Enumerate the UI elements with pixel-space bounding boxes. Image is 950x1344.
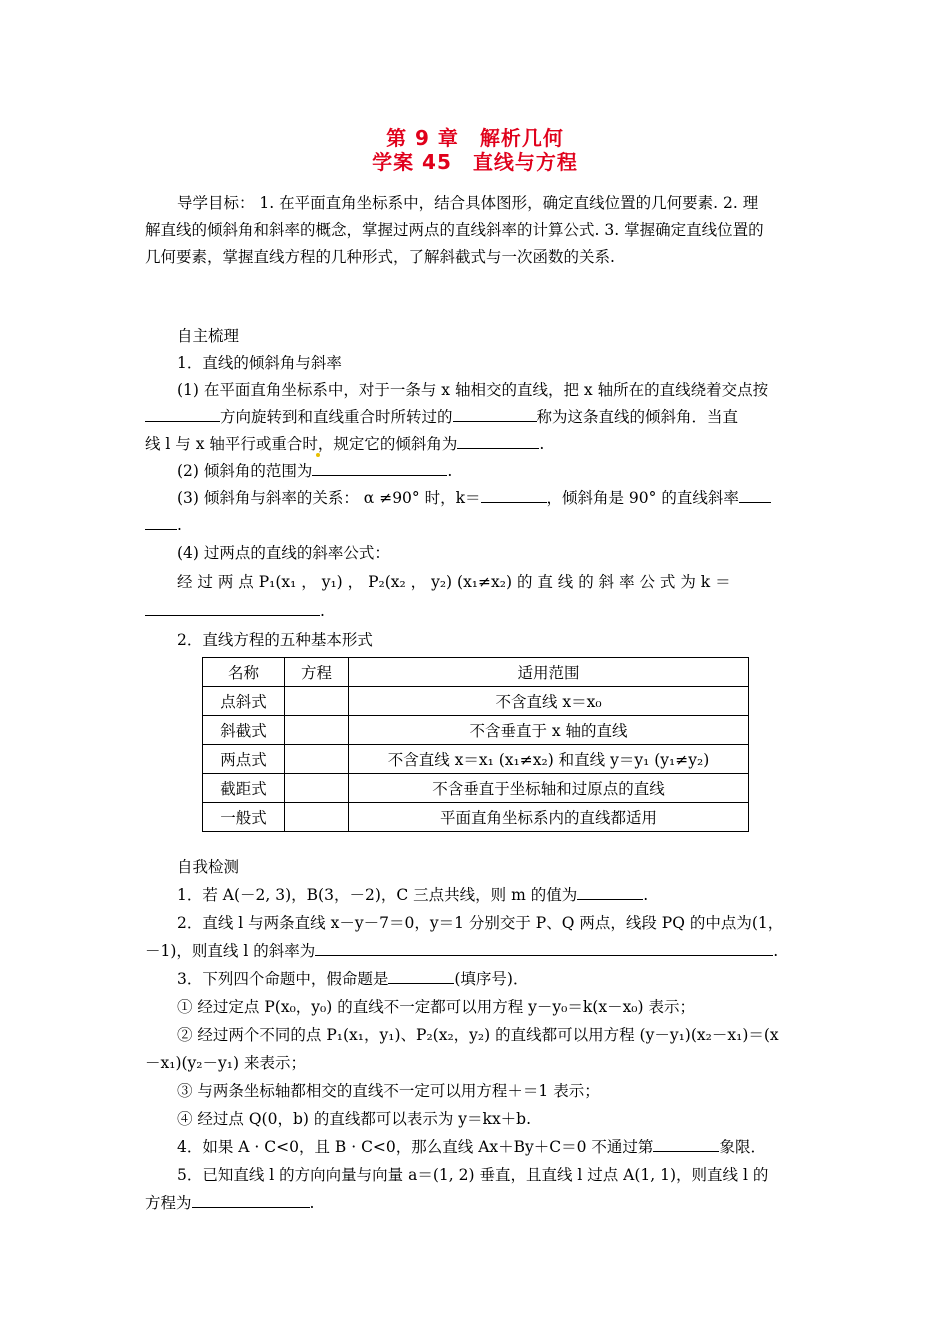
range-cell: 平面直角坐标系内的直线都适用 — [349, 803, 749, 832]
question-4 — [177, 1137, 766, 1157]
form-name: 点斜式 — [203, 687, 285, 716]
chapter-title: 第 9 章 解析几何 — [386, 126, 564, 150]
text: . — [643, 886, 649, 904]
statement-1: ① 经过定点 P(x₀，y₀) 的直线不一定都可以用方程 y－y₀＝k(x－x₀) 表示； — [177, 998, 695, 1016]
statement-4: ④ 经过点 Q(0，b) 的直线都可以表示为 y＝kx＋b. — [177, 1110, 532, 1128]
answer-blank[interactable] — [481, 488, 547, 503]
subsection-heading: 2．直线方程的五种基本形式 — [177, 631, 373, 649]
table-row — [203, 774, 749, 803]
question-2-line-2 — [145, 941, 778, 961]
text: 1．若 A(－2, 3)，B(3，－2)，C 三点共线，则 m 的值为 — [177, 886, 578, 904]
equation-cell[interactable] — [285, 745, 349, 774]
text: (3) 倾斜角与斜率的关系： α ≠90° 时，k＝ — [177, 489, 481, 507]
text: 方向旋转到和直线重合时所转过的 — [220, 408, 453, 426]
answer-blank[interactable] — [145, 601, 320, 616]
table-row — [203, 803, 749, 832]
intro-line-3: 几何要素，掌握直线方程的几种形式，了解斜截式与一次函数的关系. — [145, 248, 615, 266]
text: ，倾斜角是 90° 的直线斜率 — [546, 489, 739, 507]
question-3 — [177, 969, 528, 989]
text: . — [539, 435, 545, 453]
table-header-row — [203, 658, 749, 687]
question-1 — [177, 885, 648, 905]
item-1-line-1: (1) 在平面直角坐标系中，对于一条与 x 轴相交的直线，把 x 轴所在的直线绕着交点按 — [177, 381, 769, 399]
item-1-line-3 — [145, 434, 544, 454]
text: －1)，则直线 l 的斜率为 — [145, 942, 316, 960]
range-cell: 不含直线 x＝x₁ (x₁≠x₂) 和直线 y＝y₁ (y₁≠y₂) — [349, 745, 749, 774]
answer-blank[interactable] — [315, 941, 773, 956]
answer-blank[interactable] — [145, 407, 220, 422]
line-equation-forms-table — [202, 657, 749, 832]
text: 象限． — [719, 1138, 766, 1156]
form-name: 一般式 — [203, 803, 285, 832]
text: . — [309, 1194, 315, 1212]
text: . — [773, 942, 779, 960]
text: (2) 倾斜角的范围为 — [177, 462, 313, 480]
header-cell: 名称 — [203, 658, 285, 687]
answer-blank[interactable] — [653, 1137, 719, 1152]
text: . — [320, 602, 325, 620]
question-5-line-1: 5．已知直线 l 的方向向量与向量 a＝(1, 2) 垂直，且直线 l 过点 A(1, 1)，则直线 l 的 — [177, 1166, 769, 1184]
answer-blank[interactable] — [388, 969, 454, 984]
statement-2-line-2: －x₁)(y₂－y₁) 来表示； — [145, 1054, 306, 1072]
intro-line-1: 导学目标： 1. 在平面直角坐标系中，结合具体图形，确定直线位置的几何要素. 2. 理 — [177, 194, 759, 212]
intro-line-2: 解直线的倾斜角和斜率的概念，掌握过两点的直线斜率的计算公式. 3. 掌握确定直线位置的 — [145, 221, 764, 239]
answer-blank[interactable] — [453, 407, 537, 422]
answer-blank[interactable] — [577, 885, 643, 900]
item-1-line-2 — [145, 407, 738, 427]
text: 线 l 与 x 轴平行或重合时，规定它的倾斜角为 — [145, 435, 458, 453]
equation-cell[interactable] — [285, 716, 349, 745]
header-cell: 适用范围 — [349, 658, 749, 687]
range-cell: 不含直线 x＝x₀ — [349, 687, 749, 716]
answer-blank[interactable] — [739, 488, 771, 503]
subsection-heading: 1．直线的倾斜角与斜率 — [177, 354, 342, 372]
text: . — [447, 462, 453, 480]
equation-cell[interactable] — [285, 803, 349, 832]
table-row — [203, 687, 749, 716]
equation-cell[interactable] — [285, 687, 349, 716]
text: . — [177, 516, 182, 534]
item-3 — [177, 488, 771, 508]
answer-blank[interactable] — [145, 515, 177, 530]
lesson-title: 学案 45 直线与方程 — [372, 150, 578, 174]
item-4: (4) 过两点的直线的斜率公式： — [177, 544, 390, 562]
answer-blank[interactable] — [192, 1193, 310, 1208]
form-name: 斜截式 — [203, 716, 285, 745]
answer-blank[interactable] — [457, 434, 539, 449]
question-2-line-1: 2．直线 l 与两条直线 x－y－7＝0，y＝1 分别交于 P、Q 两点，线段 PQ 的中点为(1， — [177, 914, 784, 932]
item-4-formula: 经 过 两 点 P₁(x₁ ， y₁) ， P₂(x₂ ， y₂) (x₁≠x₂) 的 直 线 的 斜 率 公 式 为 k ＝ — [177, 573, 731, 591]
equation-cell[interactable] — [285, 774, 349, 803]
text: 4．如果 A · C<0，且 B · C<0，那么直线 Ax＋By＋C＝0 不通过第 — [177, 1138, 654, 1156]
section-heading: 自我检测 — [177, 858, 240, 876]
text: 3．下列四个命题中，假命题是 — [177, 970, 389, 988]
text: 称为这条直线的倾斜角．当直 — [536, 408, 739, 426]
form-name: 截距式 — [203, 774, 285, 803]
form-name: 两点式 — [203, 745, 285, 774]
header-cell: 方程 — [285, 658, 349, 687]
item-3-cont — [145, 515, 182, 535]
range-cell: 不含垂直于 x 轴的直线 — [349, 716, 749, 745]
highlight-mark — [316, 453, 320, 457]
statement-2-line-1: ② 经过两个不同的点 P₁(x₁，y₁)、P₂(x₂，y₂) 的直线都可以用方程 (y－y₁)(x₂－x₁)＝(x — [177, 1026, 779, 1044]
range-cell: 不含垂直于坐标轴和过原点的直线 — [349, 774, 749, 803]
text: 方程为 — [145, 1194, 192, 1212]
answer-blank[interactable] — [312, 461, 447, 476]
item-2 — [177, 461, 452, 481]
statement-3: ③ 与两条坐标轴都相交的直线不一定可以用方程＋＝1 表示； — [177, 1082, 600, 1100]
item-4-answer — [145, 601, 325, 621]
table-row — [203, 716, 749, 745]
question-5-line-2 — [145, 1193, 314, 1213]
section-heading: 自主梳理 — [177, 327, 240, 345]
text: (填序号)． — [454, 970, 529, 988]
table-row — [203, 745, 749, 774]
